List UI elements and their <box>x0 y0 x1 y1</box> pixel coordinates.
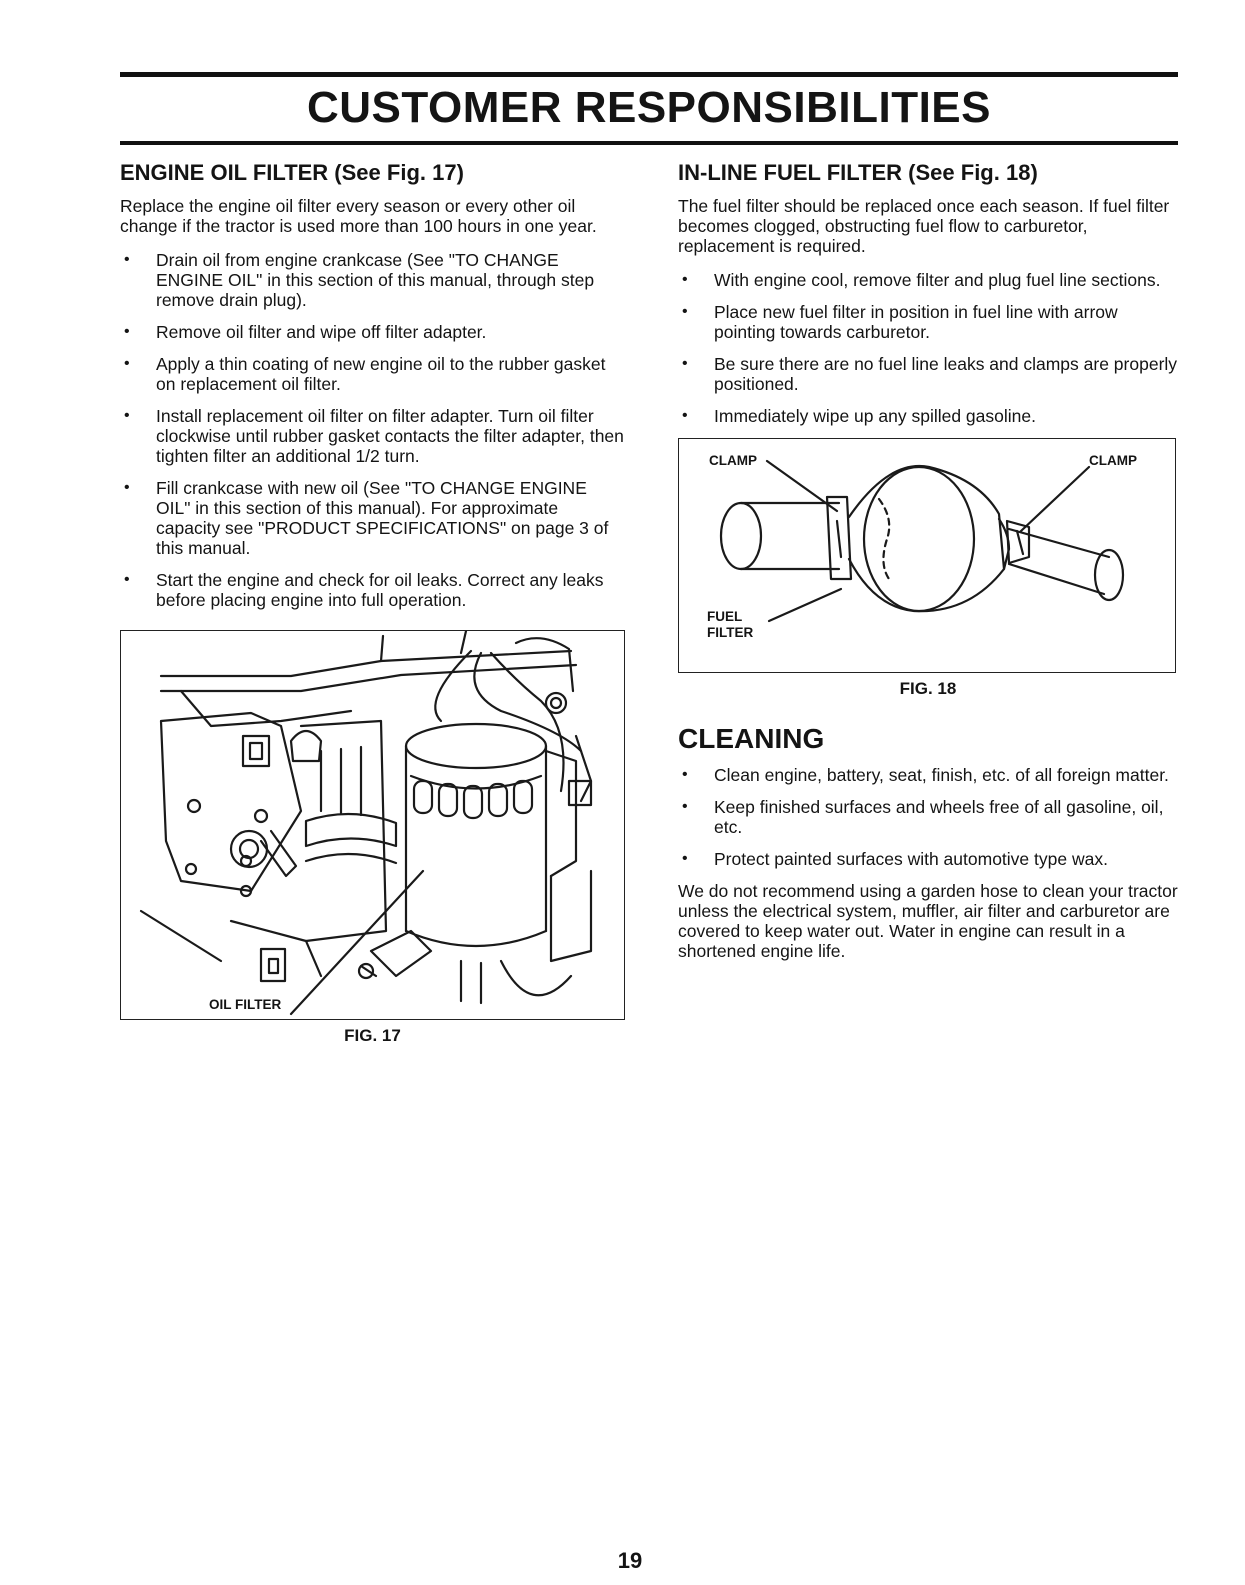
oil-filter-intro: Replace the engine oil filter every season or every other oil change if the tractor is used more than 100 hours in one year. <box>120 196 597 236</box>
clamp-right-callout: CLAMP <box>1089 453 1137 468</box>
title-bottom-rule <box>120 141 1178 145</box>
fuel-filter-steps <box>678 270 1178 426</box>
filter-callout: FILTER <box>707 625 754 640</box>
cleaning-steps <box>678 765 1178 869</box>
cleaning-note: We do not recommend using a garden hose to clean your tractor unless the electrical system, muffler, air filter and carburetor are covered to keep water out. Water in engine can result in a shortened engine life. <box>678 881 1178 961</box>
oil-filter-heading: ENGINE OIL FILTER (See Fig. 17) <box>120 160 464 185</box>
fuel-filter-section <box>678 160 1178 975</box>
fuel-filter-intro: The fuel filter should be replaced once each season. If fuel filter becomes clogged, obstructing fuel flow to carburetor, replacement is required. <box>678 196 1170 256</box>
list-item: • Keep finished surfaces and wheels free of all gasoline, oil, etc. <box>678 797 1178 837</box>
oil-filter-section <box>120 160 625 1046</box>
list-item: • Start the engine and check for oil leaks. Correct any leaks before placing engine into full operation. <box>120 570 625 610</box>
oil-filter-callout: OIL FILTER <box>209 997 282 1012</box>
fuel-filter-illustration <box>678 438 1176 673</box>
list-item: • Install replacement oil filter on filter adapter. Turn oil filter clockwise until rubber gasket contacts the filter adapter, then tighten filter an additional 1/2 turn. <box>120 406 625 466</box>
list-item: • Protect painted surfaces with automotive type wax. <box>678 849 1178 869</box>
list-item: • Immediately wipe up any spilled gasoline. <box>678 406 1178 426</box>
top-rule <box>120 72 1178 77</box>
engine-oil-filter-drawing <box>121 631 624 1019</box>
page-title: CUSTOMER RESPONSIBILITIES <box>307 83 991 132</box>
list-item: • Be sure there are no fuel line leaks and clamps are properly positioned. <box>678 354 1178 394</box>
clamp-left-callout: CLAMP <box>709 453 757 468</box>
fig-17-caption: FIG. 17 <box>344 1026 401 1045</box>
list-item: • With engine cool, remove filter and plug fuel line sections. <box>678 270 1178 290</box>
page-number: 19 <box>617 1548 643 1573</box>
inline-fuel-filter-drawing <box>679 439 1175 672</box>
list-item: • Remove oil filter and wipe off filter adapter. <box>120 322 625 342</box>
list-item: • Place new fuel filter in position in fuel line with arrow pointing towards carburetor. <box>678 302 1178 342</box>
fuel-callout: FUEL <box>707 609 743 624</box>
cleaning-heading: CLEANING <box>678 723 825 754</box>
list-item: • Fill crankcase with new oil (See "TO CHANGE ENGINE OIL" in this section of this manual). For approximate capacity see "PRODUCT SPECIFICATIONS" on page 3 of this manual. <box>120 478 625 558</box>
list-item: • Drain oil from engine crankcase (See "TO CHANGE ENGINE OIL" in this section of this manual, through step remove drain plug). <box>120 250 625 310</box>
fuel-filter-heading: IN-LINE FUEL FILTER (See Fig. 18) <box>678 160 1038 185</box>
oil-filter-steps <box>120 250 625 610</box>
oil-filter-illustration <box>120 630 625 1020</box>
list-item: • Apply a thin coating of new engine oil to the rubber gasket on replacement oil filter. <box>120 354 625 394</box>
list-item: • Clean engine, battery, seat, finish, etc. of all foreign matter. <box>678 765 1178 785</box>
fig-18-caption: FIG. 18 <box>899 679 957 698</box>
